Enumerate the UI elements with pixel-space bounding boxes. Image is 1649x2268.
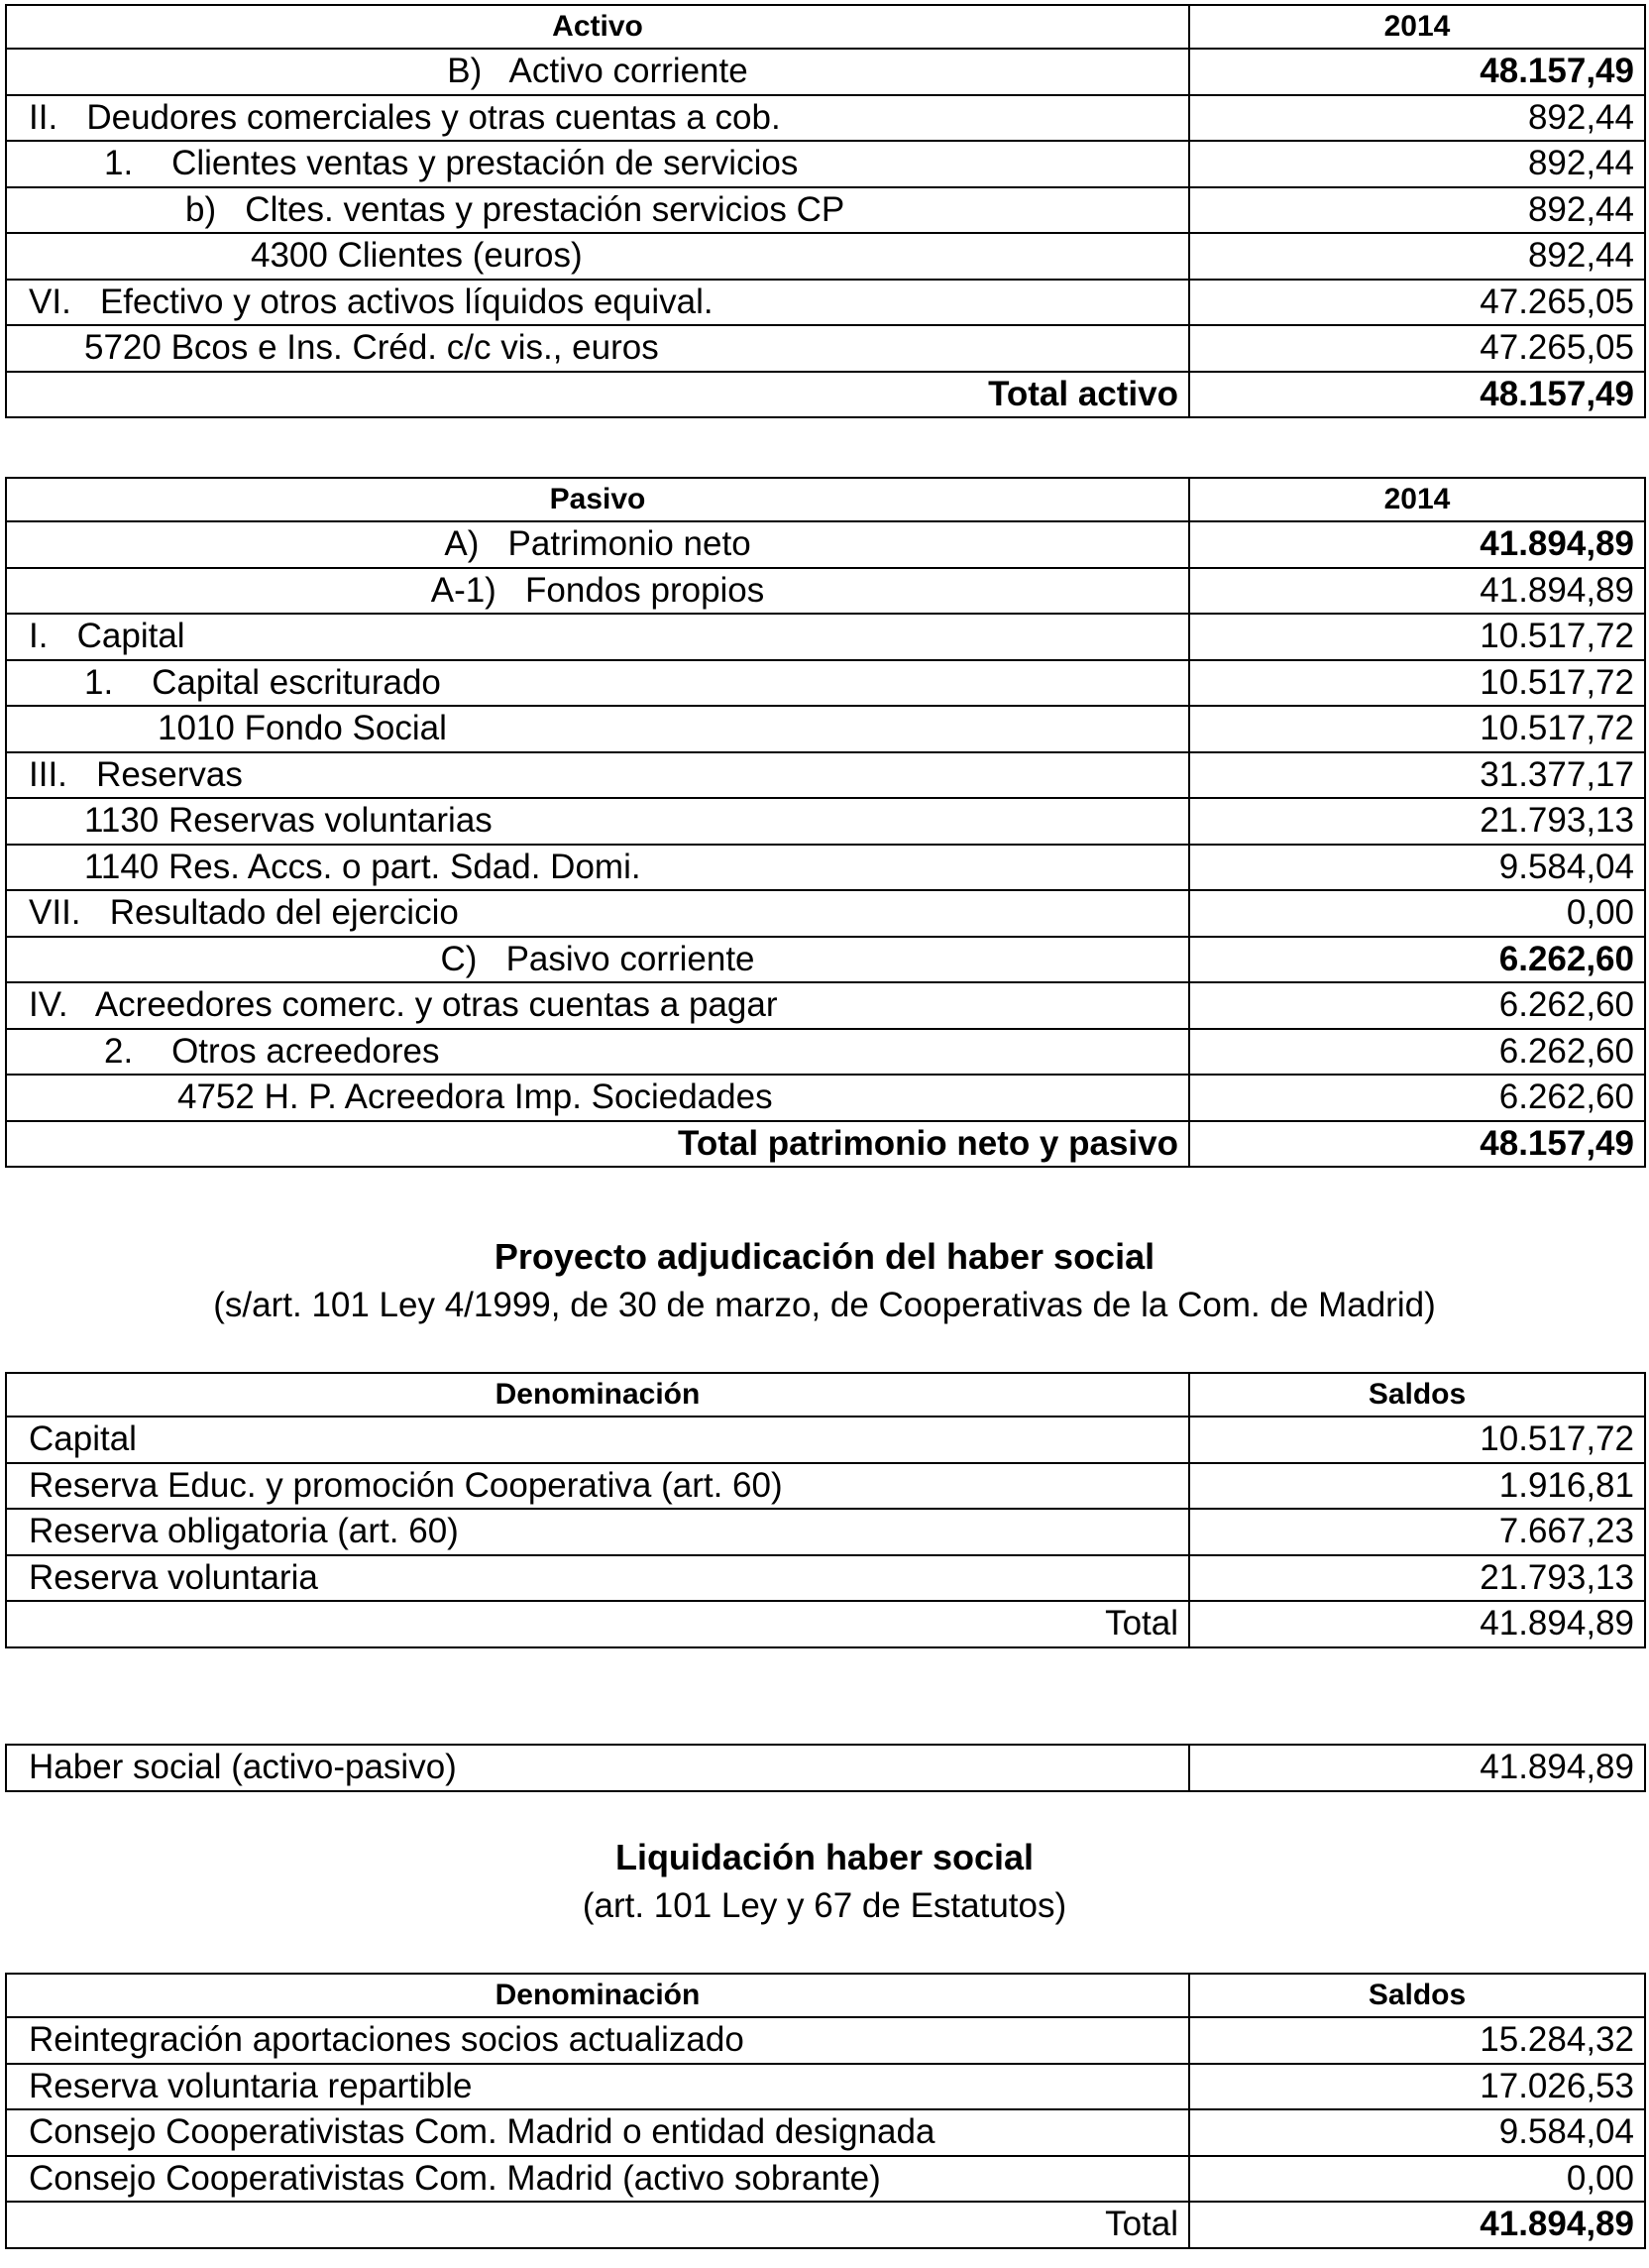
total-row [6, 372, 1645, 418]
table-row [6, 568, 1645, 615]
row-label: Capital [6, 1417, 1189, 1463]
table-row [6, 845, 1645, 891]
row-value: 10.517,72 [1189, 706, 1645, 752]
row-value: 6.262,60 [1189, 982, 1645, 1029]
row-label: 1. Clientes ventas y prestación de servicios [6, 141, 1189, 187]
proyecto-subtitle: (s/art. 101 Ley 4/1999, de 30 de marzo, de Cooperativas de la Com. de Madrid) [213, 1286, 1436, 1324]
table-row [6, 521, 1645, 568]
row-value: 17.026,53 [1189, 2064, 1645, 2110]
row-label: Reserva voluntaria repartible [6, 2064, 1189, 2110]
row-label: 1. Capital escriturado [6, 660, 1189, 707]
table-row [6, 982, 1645, 1029]
column-header-year: 2014 [1189, 478, 1645, 521]
row-label: I. Capital [6, 614, 1189, 660]
table-row [6, 187, 1645, 234]
haber-social-label: Haber social (activo-pasivo) [6, 1745, 1189, 1791]
table-row [6, 706, 1645, 752]
table-row [6, 233, 1645, 280]
row-label: A-1) Fondos propios [6, 568, 1189, 615]
table-row [6, 2064, 1645, 2110]
row-value: 9.584,04 [1189, 2109, 1645, 2156]
table-row [6, 937, 1645, 983]
table-header-row [6, 478, 1645, 521]
row-label: 2. Otros acreedores [6, 1029, 1189, 1076]
row-label: 5720 Bcos e Ins. Créd. c/c vis., euros [6, 325, 1189, 372]
row-value: 6.262,60 [1189, 1029, 1645, 1076]
haber-social-table [5, 1744, 1646, 1792]
row-value: 21.793,13 [1189, 1555, 1645, 1602]
total-value: 48.157,49 [1189, 372, 1645, 418]
row-value: 31.377,17 [1189, 752, 1645, 799]
row-value: 9.584,04 [1189, 845, 1645, 891]
total-label: Total patrimonio neto y pasivo [6, 1121, 1189, 1168]
total-label: Total [6, 1601, 1189, 1647]
row-label: Reserva Educ. y promoción Cooperativa (art. 60) [6, 1463, 1189, 1510]
row-value: 47.265,05 [1189, 325, 1645, 372]
row-label: II. Deudores comerciales y otras cuentas a cob. [6, 95, 1189, 142]
row-value: 6.262,60 [1189, 1075, 1645, 1121]
table-row [6, 660, 1645, 707]
table-row [6, 1745, 1645, 1791]
table-row [6, 2109, 1645, 2156]
column-header-year: 2014 [1189, 5, 1645, 49]
row-value: 1.916,81 [1189, 1463, 1645, 1510]
table-row [6, 752, 1645, 799]
row-label: Consejo Cooperativistas Com. Madrid o entidad designada [6, 2109, 1189, 2156]
table-row [6, 2156, 1645, 2203]
total-row [6, 1601, 1645, 1647]
row-value: 892,44 [1189, 233, 1645, 280]
total-value: 41.894,89 [1189, 2202, 1645, 2248]
row-value: 10.517,72 [1189, 660, 1645, 707]
table-row [6, 95, 1645, 142]
row-value: 41.894,89 [1189, 521, 1645, 568]
table-row [6, 1417, 1645, 1463]
row-label: A) Patrimonio neto [6, 521, 1189, 568]
liquidacion-table [5, 1973, 1646, 2249]
table-row [6, 1463, 1645, 1510]
row-label: Reserva voluntaria [6, 1555, 1189, 1602]
row-value: 6.262,60 [1189, 937, 1645, 983]
row-label: Reintegración aportaciones socios actualizado [6, 2017, 1189, 2064]
table-row [6, 49, 1645, 95]
table-header-row [6, 5, 1645, 49]
row-label: IV. Acreedores comerc. y otras cuentas a pagar [6, 982, 1189, 1029]
liquidacion-title: Liquidación haber social [614, 1837, 1035, 1877]
table-row [6, 798, 1645, 845]
proyecto-table [5, 1372, 1646, 1648]
table-row [6, 1509, 1645, 1555]
table-row [6, 614, 1645, 660]
total-value: 48.157,49 [1189, 1121, 1645, 1168]
row-label: 1130 Reservas voluntarias [6, 798, 1189, 845]
row-value: 47.265,05 [1189, 280, 1645, 326]
total-label: Total activo [6, 372, 1189, 418]
row-label: b) Cltes. ventas y prestación servicios CP [6, 187, 1189, 234]
row-label: III. Reservas [6, 752, 1189, 799]
total-value: 41.894,89 [1189, 1601, 1645, 1647]
row-value: 10.517,72 [1189, 614, 1645, 660]
row-value: 892,44 [1189, 95, 1645, 142]
row-label: VII. Resultado del ejercicio [6, 890, 1189, 937]
row-value: 0,00 [1189, 890, 1645, 937]
table-row [6, 1029, 1645, 1076]
table-row [6, 2017, 1645, 2064]
proyecto-title: Proyecto adjudicación del haber social [494, 1236, 1155, 1277]
row-label: Consejo Cooperativistas Com. Madrid (activo sobrante) [6, 2156, 1189, 2203]
table-row [6, 280, 1645, 326]
row-label: B) Activo corriente [6, 49, 1189, 95]
table-row [6, 325, 1645, 372]
row-value: 48.157,49 [1189, 49, 1645, 95]
table-row [6, 1555, 1645, 1602]
row-value: 0,00 [1189, 2156, 1645, 2203]
row-value: 7.667,23 [1189, 1509, 1645, 1555]
activo-table [5, 4, 1646, 418]
table-row [6, 141, 1645, 187]
column-header-saldos: Saldos [1189, 1373, 1645, 1417]
row-label: VI. Efectivo y otros activos líquidos equival. [6, 280, 1189, 326]
row-value: 15.284,32 [1189, 2017, 1645, 2064]
total-row [6, 1121, 1645, 1168]
pasivo-table [5, 477, 1646, 1168]
table-row [6, 1075, 1645, 1121]
row-label: 4752 H. P. Acreedora Imp. Sociedades [6, 1075, 1189, 1121]
row-value: 10.517,72 [1189, 1417, 1645, 1463]
row-value: 41.894,89 [1189, 568, 1645, 615]
row-label: 1010 Fondo Social [6, 706, 1189, 752]
table-header-row [6, 1974, 1645, 2017]
column-header-denominacion: Denominación [6, 1974, 1189, 2017]
total-row [6, 2202, 1645, 2248]
row-label: 1140 Res. Accs. o part. Sdad. Domi. [6, 845, 1189, 891]
row-value: 892,44 [1189, 187, 1645, 234]
row-label: Reserva obligatoria (art. 60) [6, 1509, 1189, 1555]
row-value: 892,44 [1189, 141, 1645, 187]
row-value: 21.793,13 [1189, 798, 1645, 845]
liquidacion-subtitle: (art. 101 Ley y 67 de Estatutos) [582, 1886, 1067, 1925]
column-header-label: Pasivo [6, 478, 1189, 521]
total-label: Total [6, 2202, 1189, 2248]
haber-social-value: 41.894,89 [1189, 1745, 1645, 1791]
table-header-row [6, 1373, 1645, 1417]
row-label: C) Pasivo corriente [6, 937, 1189, 983]
table-row [6, 890, 1645, 937]
column-header-saldos: Saldos [1189, 1974, 1645, 2017]
column-header-label: Activo [6, 5, 1189, 49]
row-label: 4300 Clientes (euros) [6, 233, 1189, 280]
column-header-denominacion: Denominación [6, 1373, 1189, 1417]
